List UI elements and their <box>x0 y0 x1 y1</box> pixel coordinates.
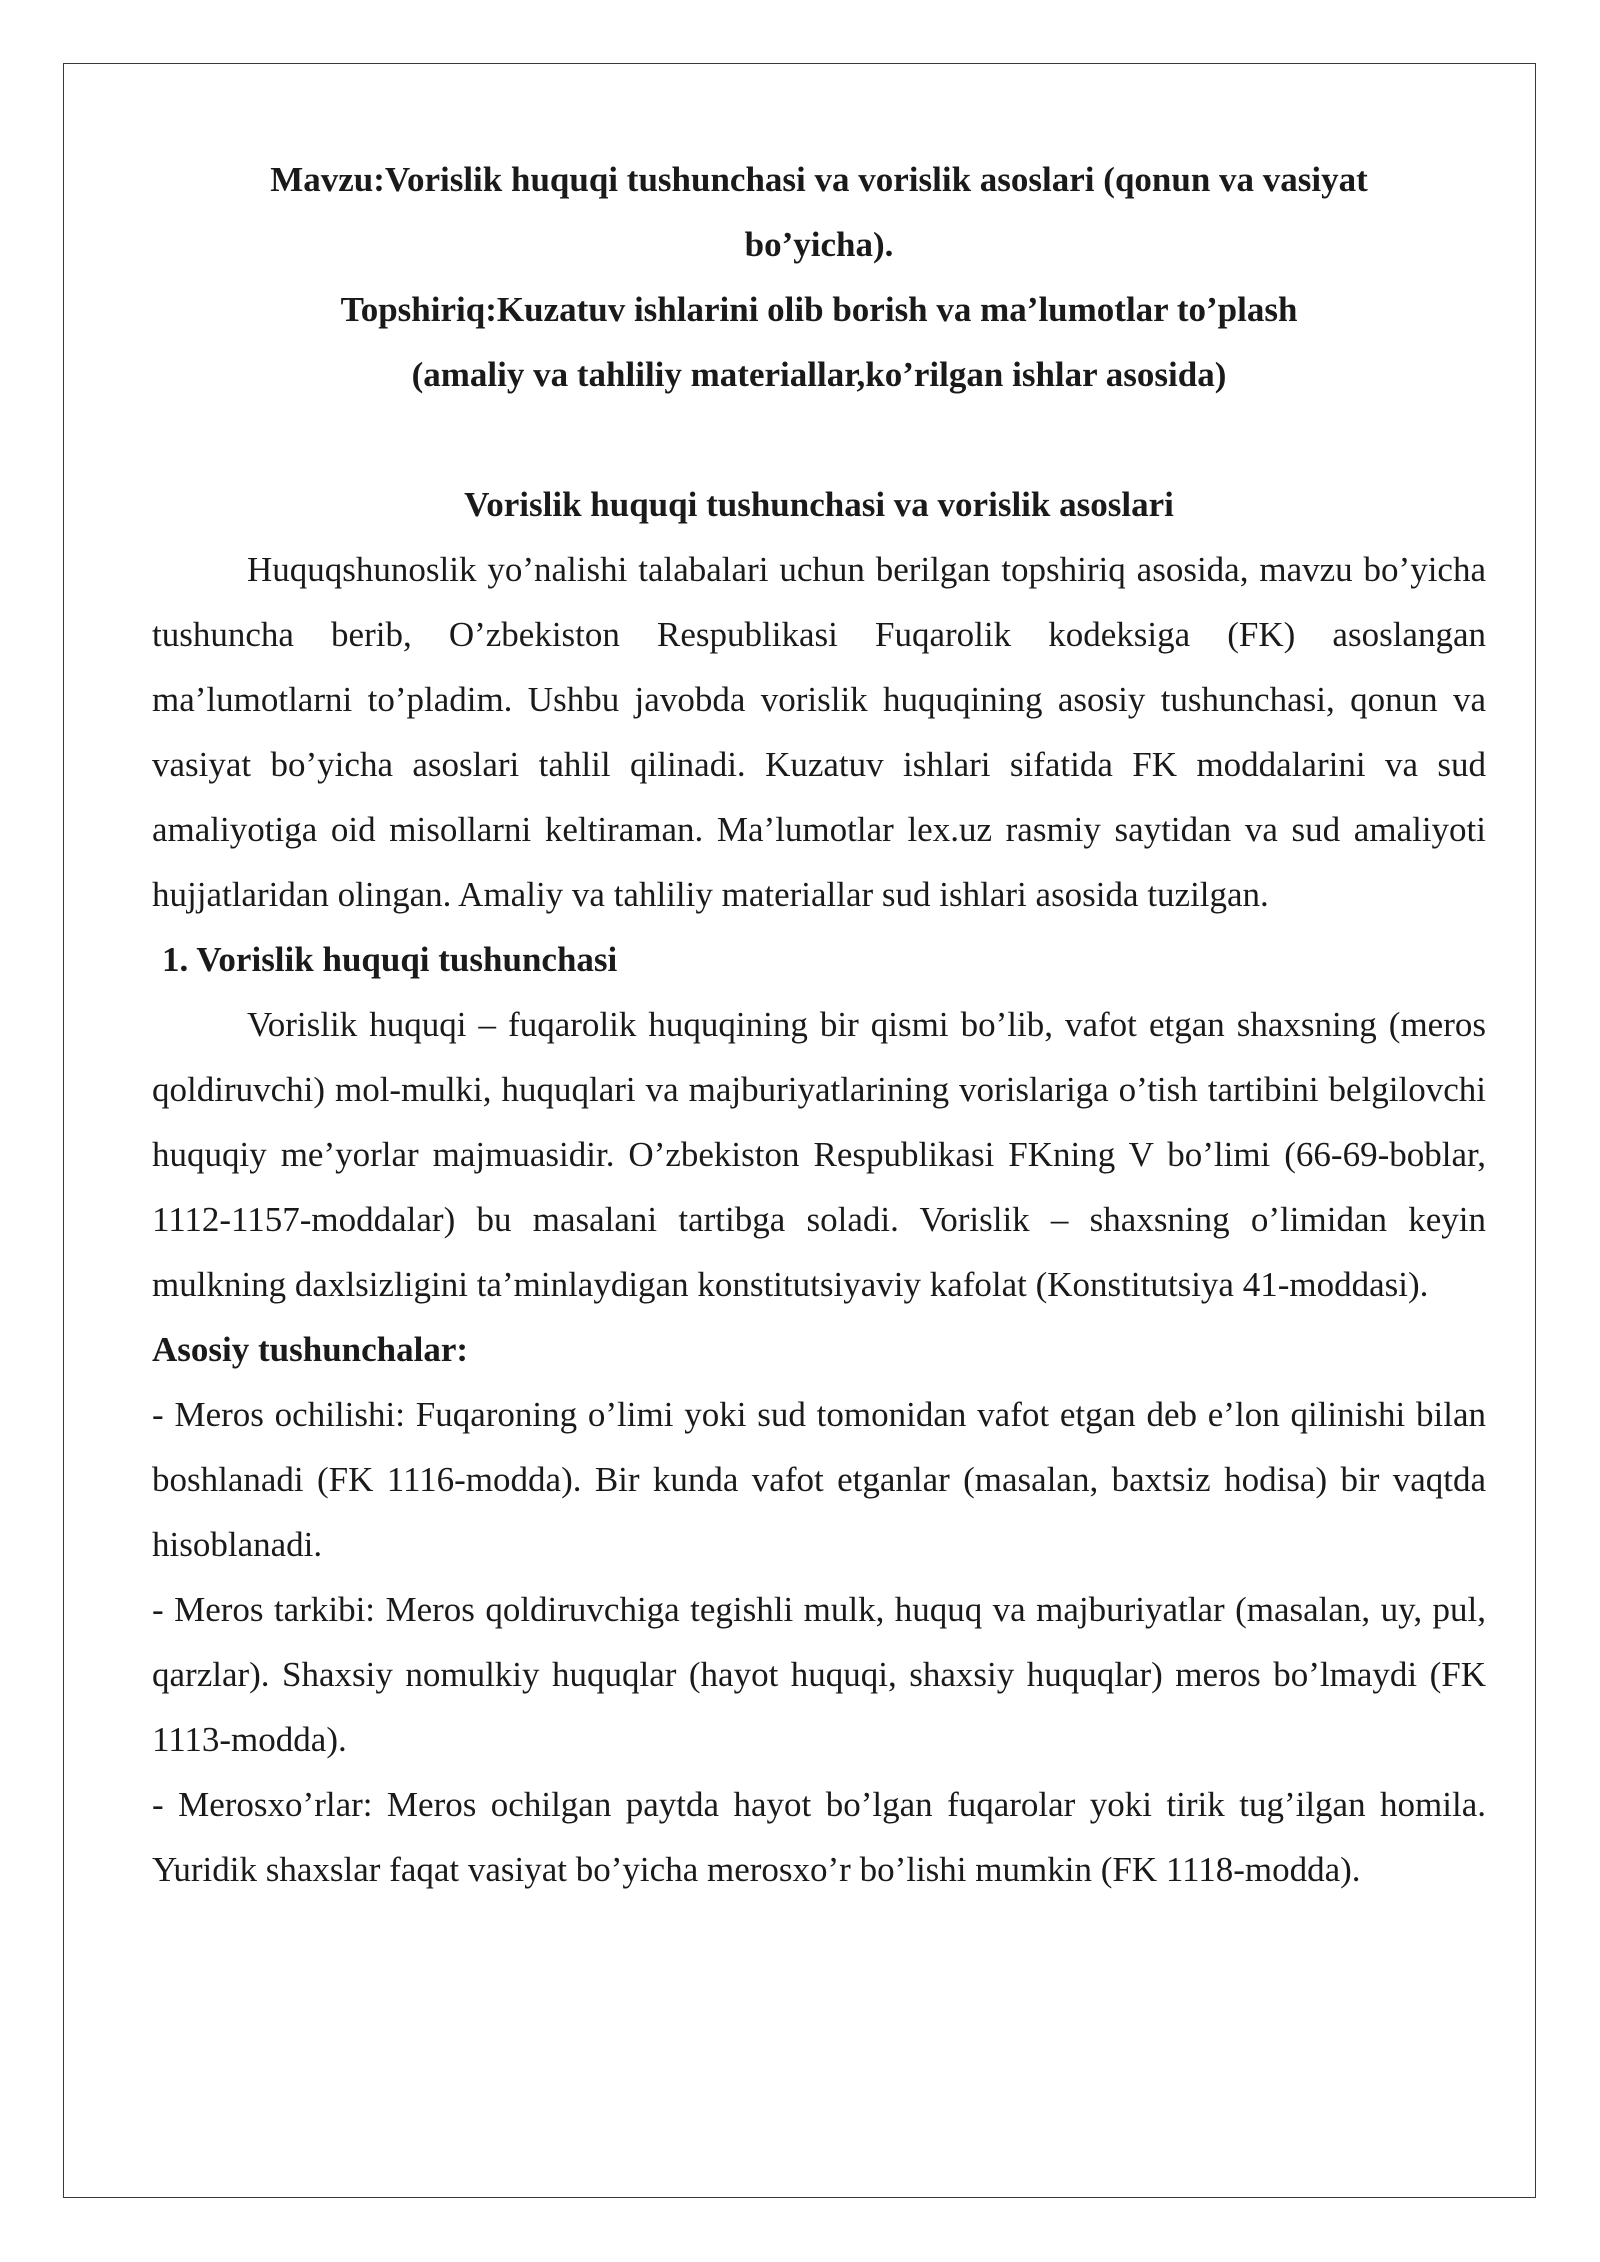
concept-item-opening: - Meros ochilishi: Fuqaroning o’limi yoki sud tomonidan vafot etgan deb e’lon qilinishi bilan boshlanadi (FK 1116-modda). Bir kunda vafot etganlar (masalan, baxtsiz hodisa) bir vaqtda hisoblanadi. <box>152 1395 1486 1564</box>
task-line-1: Topshiriq:Kuzatuv ishlarini olib borish va ma’lumotlar to’plash <box>340 290 1298 329</box>
document-header <box>152 147 1486 407</box>
heading-1: 1. Vorislik huquqi tushunchasi <box>162 940 618 979</box>
section-title: Vorislik huquqi tushunchasi va vorislik asoslari <box>464 485 1174 524</box>
topic-line-1: Mavzu:Vorislik huquqi tushunchasi va vorislik asoslari (qonun va vasiyat <box>270 160 1368 199</box>
concept-item-heirs: - Merosxo’rlar: Meros ochilgan paytda hayot bo’lgan fuqarolar yoki tirik tug’ilgan homila. Yuridik shaxslar faqat vasiyat bo’yicha merosxo’r bo’lishi mumkin (FK 1118-modda). <box>152 1785 1486 1889</box>
paragraph-1: Vorislik huquqi – fuqarolik huquqining bir qismi bo’lib, vafot etgan shaxsning (meros qoldiruvchi) mol-mulki, huquqlari va majburiyatlarining vorislariga o’tish tartibini belgilovchi huquqiy me’yorlar majmuasidir. O’zbekiston Respublikasi FKning V bo’limi (66-69-boblar, 1112-1157-moddalar) bu masalani tartibga soladi. Vorislik – shaxsning o’limidan keyin mulkning daxlsizligini ta’minlaydigan konstitutsiyaviy kafolat (Konstitutsiya 41-moddasi). <box>152 1005 1486 1304</box>
concepts-heading: Asosiy tushunchalar: <box>152 1330 469 1369</box>
concept-item-composition: - Meros tarkibi: Meros qoldiruvchiga tegishli mulk, huquq va majburiyatlar (masalan, uy, pul, qarzlar). Shaxsiy nomulkiy huquqlar (hayot huquqi, shaxsiy huquqlar) meros bo’lmaydi (FK 1113-modda). <box>152 1590 1486 1759</box>
blank-line <box>152 407 1486 472</box>
document-body <box>152 147 1486 1902</box>
intro-paragraph: Huquqshunoslik yo’nalishi talabalari uchun berilgan topshiriq asosida, mavzu bo’yicha tushuncha berib, O’zbekiston Respublikasi Fuqarolik kodeksiga (FK) asoslangan ma’lumotlarni to’pladim. Ushbu javobda vorislik huquqining asosiy tushunchasi, qonun va vasiyat bo’yicha asoslari tahlil qilinadi. Kuzatuv ishlari sifatida FK moddalarini va sud amaliyotiga oid misollarni keltiraman. Ma’lumotlar lex.uz rasmiy saytidan va sud amaliyoti hujjatlaridan olingan. Amaliy va tahliliy materiallar sud ishlari asosida tuzilgan. <box>152 550 1486 914</box>
topic-line-2: bo’yicha). <box>744 225 894 264</box>
task-line-2: (amaliy va tahliliy materiallar,ko’rilgan ishlar asosida) <box>411 355 1227 394</box>
